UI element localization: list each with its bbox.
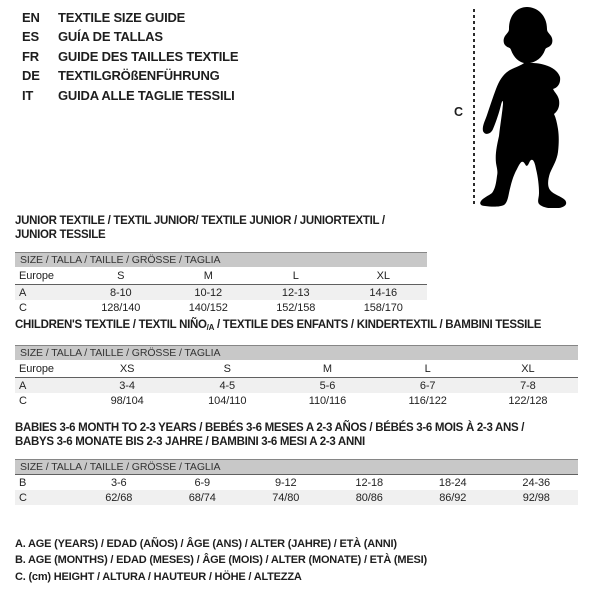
- table-cell: 92/98: [522, 492, 550, 504]
- table-cell: L: [292, 270, 299, 282]
- title-text: /A: [206, 323, 215, 332]
- title-text: JUNIOR TEXTILE / TEXTIL JUNIOR/ TEXTILE JUNIOR / JUNIORTEXTIL / JUNIOR TESSILE: [15, 215, 385, 241]
- section-babies-textile: [15, 422, 578, 505]
- size-label-row: [15, 267, 427, 285]
- table-cell: Europe: [19, 270, 54, 282]
- table-cell: 4-5: [177, 377, 277, 393]
- measurement-row: [15, 490, 578, 505]
- language-code: ES: [22, 29, 39, 45]
- language-title: TEXTILGRÖßENFÜHRUNG: [58, 68, 220, 84]
- title-text: BABYS 3-6 MONATE BIS 2-3 JAHRE / BAMBINI 3-6 MESI A 2-3 ANNI: [15, 435, 365, 448]
- section-title: [15, 319, 578, 335]
- table-cell: 7-8: [478, 377, 578, 393]
- table-cell: 12-13: [252, 285, 340, 301]
- table-cell: 12-18: [328, 475, 412, 491]
- table-cell: 98/104: [110, 394, 144, 407]
- section-children-textile: [15, 319, 578, 408]
- table-cell: A: [15, 377, 77, 393]
- language-code: FR: [22, 48, 39, 64]
- table-cell: C: [19, 492, 27, 504]
- table-cell: 14-16: [340, 285, 428, 301]
- table-cell: 86/92: [439, 492, 467, 504]
- language-row: [22, 27, 238, 46]
- table-cell: C: [19, 302, 27, 314]
- table-cell: 122/128: [508, 394, 548, 407]
- table-cell: Europe: [19, 362, 54, 375]
- measurement-row: [15, 285, 427, 301]
- measurement-legend: [15, 536, 427, 585]
- table-cell: XS: [119, 362, 135, 375]
- measurement-row: [15, 475, 578, 491]
- table-cell: 110/116: [308, 394, 347, 407]
- table-cell: 140/152: [188, 302, 228, 314]
- toddler-silhouette-image: [476, 5, 580, 208]
- table-cell: A: [15, 285, 77, 301]
- table-cell: 80/86: [355, 492, 383, 504]
- title-text: CHILDREN'S TEXTILE / TEXTIL NIÑO: [15, 319, 207, 331]
- size-band-header: SIZE / TALLA / TAILLE / GRÖSSE / TAGLIA: [15, 459, 578, 474]
- title-text: BABIES 3-6 MONTH TO 2-3 YEARS / BEBÉS 3-6 MESES A 2-3 AÑOS / BÉBÉS 3-6 MOIS À 2-3 ANS /: [15, 422, 525, 434]
- table-cell: 18-24: [411, 475, 495, 491]
- language-title: GUIDE DES TAILLES TEXTILE: [58, 48, 239, 64]
- table-cell: B: [15, 475, 77, 491]
- table-cell: 6-9: [161, 475, 245, 491]
- size-band-header: SIZE / TALLA / TAILLE / GRÖSSE / TAGLIA: [15, 345, 578, 360]
- table-cell: 62/68: [105, 492, 133, 504]
- table-cell: 116/122: [408, 394, 447, 407]
- height-measure-label: C: [454, 105, 464, 119]
- size-band-header: SIZE / TALLA / TAILLE / GRÖSSE / TAGLIA: [15, 252, 427, 267]
- junior-size-table: [15, 267, 427, 315]
- language-row: [22, 86, 238, 105]
- table-cell: S: [223, 362, 231, 375]
- note-line: A. AGE (YEARS) / EDAD (AÑOS) / ÂGE (ANS) / ALTER (JAHRE) / ETÀ (ANNI): [15, 538, 397, 550]
- table-cell: M: [203, 270, 213, 282]
- section-title: [15, 422, 578, 449]
- table-cell: M: [322, 362, 332, 375]
- note-line: B. AGE (MONTHS) / EDAD (MESES) / ÂGE (MOIS) / ALTER (MONATE) / ETÀ (MESI): [15, 554, 427, 567]
- table-cell: 3-4: [77, 377, 177, 393]
- language-code: IT: [22, 87, 34, 103]
- table-cell: 6-7: [378, 377, 478, 393]
- table-cell: L: [424, 362, 431, 375]
- table-cell: 104/110: [208, 394, 247, 407]
- table-cell: 24-36: [495, 475, 579, 491]
- section-title-line: [15, 422, 578, 436]
- table-cell: S: [117, 270, 125, 282]
- language-list: [22, 8, 238, 105]
- height-measure-dashed-line: [473, 9, 475, 205]
- table-cell: XL: [376, 270, 390, 282]
- language-title: GUIDA ALLE TAGLIE TESSILI: [58, 87, 235, 103]
- language-row: [22, 47, 238, 66]
- babies-size-table: [15, 474, 578, 505]
- section-title: [15, 215, 427, 242]
- table-cell: 128/140: [101, 302, 141, 314]
- language-title: GUÍA DE TALLAS: [58, 29, 163, 45]
- table-cell: 158/170: [363, 302, 403, 314]
- section-junior-textile: [15, 215, 427, 315]
- table-cell: XL: [521, 362, 535, 375]
- language-row: [22, 8, 238, 27]
- section-title-line: [15, 215, 427, 242]
- table-cell: 9-12: [244, 475, 328, 491]
- table-cell: 152/158: [276, 302, 316, 314]
- measurement-row: [15, 300, 427, 315]
- measurement-row: [15, 393, 578, 408]
- table-cell: 8-10: [77, 285, 165, 301]
- table-cell: C: [19, 394, 27, 407]
- measurement-row: [15, 377, 578, 393]
- note-line: C. (cm) HEIGHT / ALTURA / HAUTEUR / HÖHE / ALTEZZA: [15, 570, 302, 583]
- title-text: / TEXTILE DES ENFANTS / KINDERTEXTIL / BAMBINI TESSILE: [214, 319, 542, 331]
- size-label-row: [15, 360, 578, 378]
- table-cell: 3-6: [77, 475, 161, 491]
- language-row: [22, 66, 238, 85]
- table-cell: 5-6: [277, 377, 377, 393]
- language-code: EN: [22, 10, 40, 25]
- table-cell: 10-12: [165, 285, 253, 301]
- language-code: DE: [22, 68, 40, 84]
- section-title-line: [15, 319, 578, 335]
- table-cell: 68/74: [188, 492, 216, 504]
- language-title: TEXTILE SIZE GUIDE: [58, 10, 186, 25]
- section-title-line: [15, 436, 578, 450]
- children-size-table: [15, 360, 578, 408]
- table-cell: 74/80: [272, 492, 300, 504]
